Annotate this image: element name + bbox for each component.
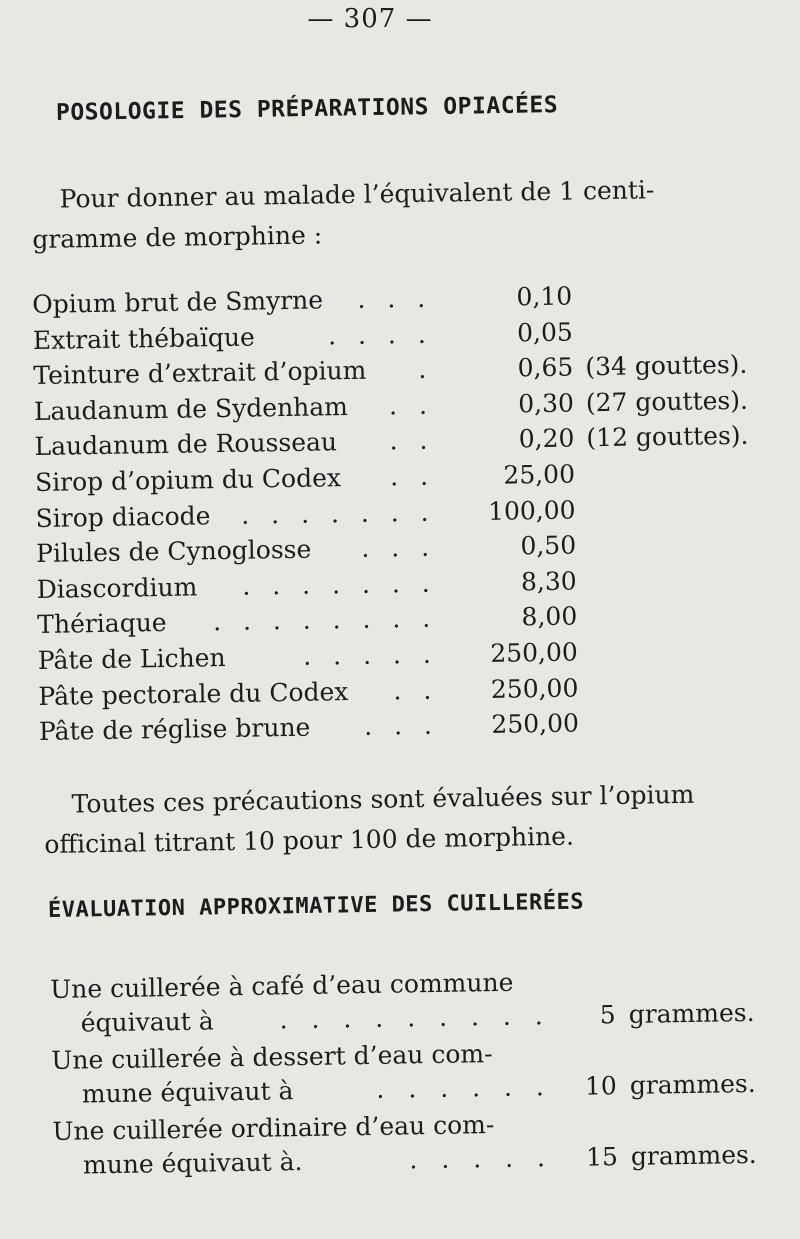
leader-dots: . . . . . . (376, 1072, 553, 1104)
note-paragraph (43, 774, 754, 865)
drops-note: (27 gouttes). (585, 385, 749, 418)
leader-dots: . . . . . (303, 639, 439, 671)
leader-dots: . . . (363, 710, 440, 741)
leader-dots: . . . (361, 532, 437, 564)
dose-value: 0,50 (520, 530, 577, 561)
leader-dots: . . (389, 426, 435, 456)
preparation-name: Thériaque (37, 608, 167, 640)
dose-value: 100,00 (487, 495, 576, 526)
preparation-name: Pâte pectorale du Codex (38, 676, 349, 711)
preparation-name: Pâte de réglise brune (38, 712, 311, 747)
note-line: Toutes ces précautions sont évaluées sur l’opium (71, 779, 695, 819)
page-number: — 307 — (307, 4, 433, 34)
spoon-quantity: 10 (584, 1071, 618, 1101)
preparation-name: Extrait thébaïque (32, 322, 256, 355)
preparation-name: Sirop d’opium du Codex (34, 463, 342, 497)
intro-line: gramme de morphine : (32, 220, 323, 254)
intro-line: Pour donner au malade l’équivalent de 1 centi- (59, 175, 655, 214)
leader-dots: . . . . . (409, 1143, 554, 1175)
leader-dots: . . . . . . . . (212, 604, 438, 637)
dose-value: 0,65 (517, 352, 574, 383)
leader-dots: . . (389, 461, 436, 492)
leader-dots: . . . . . . . (241, 497, 436, 530)
spoon-list (50, 964, 757, 1188)
drops-note: (34 gouttes). (585, 349, 748, 382)
leader-dots: . . . . . . . . . (279, 1001, 551, 1035)
leader-dots: . . . (357, 283, 433, 314)
drops-note: (12 gouttes). (586, 421, 749, 453)
section-title-cuillerees: ÉVALUATION APPROXIMATIVE DES CUILLERÉES (47, 889, 585, 923)
preparation-name: Pilules de Cynoglosse (35, 534, 312, 569)
spoon-quantity: 15 (585, 1142, 619, 1172)
preparation-name: Laudanum de Sydenham (33, 391, 349, 426)
dose-value: 8,00 (521, 601, 578, 632)
leader-dots: . . (393, 675, 439, 705)
note-line: officinal titrant 10 pour 100 de morphine. (44, 821, 575, 859)
spoon-description-cont: équivaut à (80, 1006, 214, 1038)
dose-value: 8,30 (520, 566, 577, 597)
spoon-unit: grammes. (628, 997, 755, 1029)
leader-dots: . . (388, 390, 435, 421)
preparation-name: Opium brut de Smyrne (32, 285, 324, 319)
spoon-description: Une cuillerée à dessert d’eau com- (51, 1039, 493, 1075)
section-title-posologie: POSOLOGIE DES PRÉPARATIONS OPIACÉES (55, 92, 559, 126)
dose-value: 250,00 (490, 637, 579, 668)
dose-value: 250,00 (490, 673, 579, 704)
list-item (51, 1035, 756, 1117)
list-item (52, 1106, 757, 1188)
leader-dots: . (418, 354, 434, 385)
preparation-name: Laudanum de Rousseau (34, 427, 338, 462)
preparation-name: Diascordium (36, 572, 198, 604)
spoon-description-cont: mune équivaut à. (82, 1147, 303, 1180)
dose-value: 0,30 (517, 388, 575, 419)
spoon-description: Une cuillerée à café d’eau commune (50, 967, 514, 1004)
leader-dots: . . . . . . . (242, 568, 437, 601)
spoon-unit: grammes. (630, 1139, 757, 1171)
preparation-name: Teinture d’extrait d’opium (33, 355, 367, 391)
preparation-name: Pâte de Lichen (37, 642, 226, 675)
dose-value: 0,20 (518, 423, 575, 454)
dose-value: 25,00 (503, 459, 576, 490)
dose-value: 0,10 (516, 281, 573, 312)
list-item (50, 964, 755, 1046)
spoon-description-cont: mune équivaut à (81, 1076, 294, 1109)
spoon-quantity: 5 (599, 1000, 616, 1030)
preparation-name: Sirop diacode (35, 500, 211, 533)
spoon-description: Une cuillerée ordinaire d’eau com- (52, 1110, 495, 1146)
leader-dots: . . . . (327, 319, 433, 350)
dosage-table (32, 277, 759, 751)
spoon-unit: grammes. (629, 1068, 756, 1100)
dose-value: 0,05 (516, 317, 573, 347)
dose-value: 250,00 (491, 708, 580, 739)
intro-paragraph (31, 169, 742, 260)
